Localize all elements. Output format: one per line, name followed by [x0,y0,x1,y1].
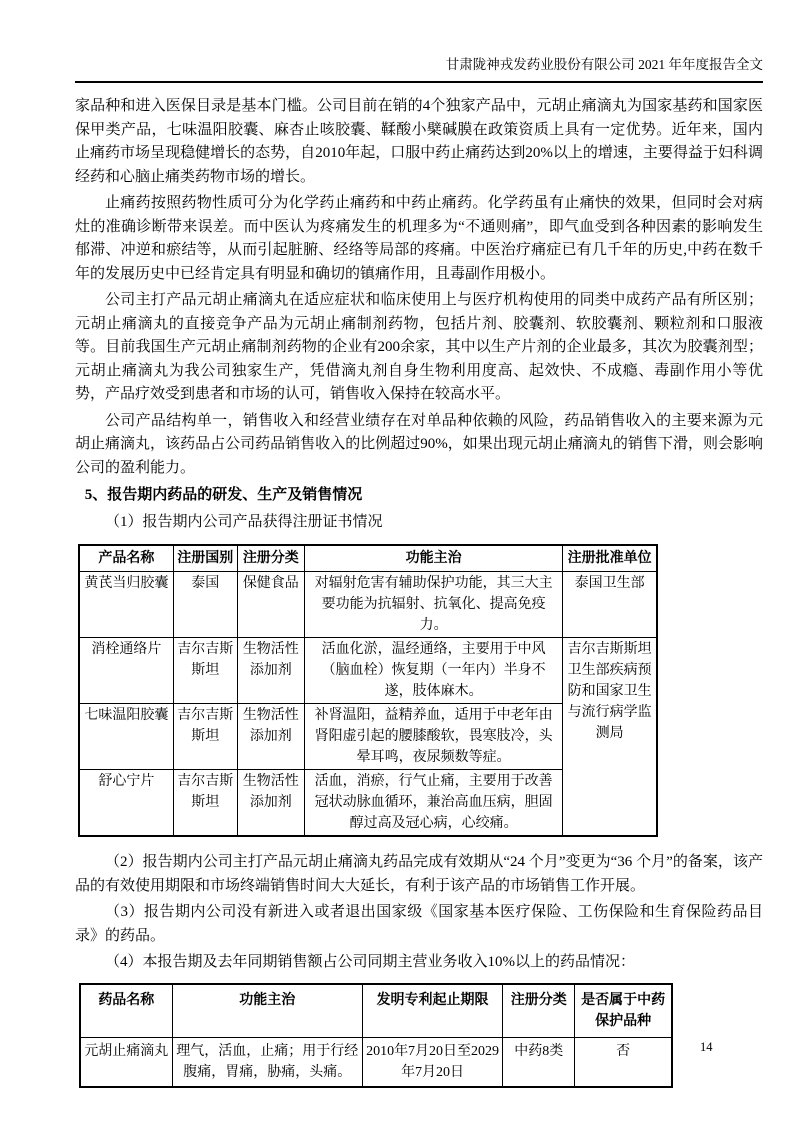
cell-country: 吉尔吉斯斯坦 [173,638,237,704]
col-header-function: 功能主治 [172,984,362,1038]
table-header-row [80,984,672,1038]
cell-patent-period: 2010年7月20日至2029年7月20日 [362,1037,502,1087]
cell-category: 生物活性添加剂 [237,638,304,704]
cell-function: 补肾温阳，益精养血，适用于中老年由肾阳虚引起的腰膝酸软，畏寒肢冷，头晕耳鸣，夜尿频数等症。 [304,704,562,770]
subsection-1-heading: （1）报告期内公司产品获得注册证书情况 [105,513,383,530]
table-row [80,1037,672,1087]
cell-drug-name: 元胡止痛滴丸 [80,1037,172,1087]
body-paragraph-continuation: 家品种和进入医保目录是基本门槛。公司目前在销的4个独家产品中，元胡止痛滴丸为国家基药和国家医保甲类产品，七味温阳胶囊、麻杏止咳胶囊、鞣酸小檗碱膜在政策资质上具有一定优势。近年来，国内止痛药市场呈现稳健增长的态势，自2010年起，口服中药止痛药达到20%以上的增速，主要得益于妇科调经药和心脑止痛类药物市场的增长。 [75,98,763,185]
cell-category: 生物活性添加剂 [237,770,304,837]
cell-protected: 否 [575,1037,672,1087]
cell-category: 生物活性添加剂 [237,704,304,770]
document-content [75,95,763,1088]
cell-country: 吉尔吉斯斯坦 [173,770,237,837]
table-row [79,572,657,638]
col-header-registration-country: 注册国别 [173,545,237,572]
cell-product-name: 舒心宁片 [79,770,173,837]
subsection-4-heading: （4）本报告期及去年同期销售额占公司同期主营业务收入10%以上的药品情况： [105,954,635,970]
table-row [79,638,657,704]
cell-country: 吉尔吉斯斯坦 [173,704,237,770]
cell-category: 中药8类 [503,1037,575,1087]
cell-function: 活血化淤，温经通络，主要用于中风（脑血栓）恢复期（一年内）半身不遂，肢体麻木。 [304,638,562,704]
major-drug-sales-table [79,983,673,1088]
table-header-row [79,545,657,572]
col-header-approver: 注册批准单位 [563,545,657,572]
cell-function: 对辐射危害有辅助保护功能，其三大主要功能为抗辐射、抗氧化、提高免疫力。 [304,572,562,638]
cell-function: 活血，消瘀，行气止痛，主要用于改善冠状动脉血循环，兼治高血压病，胆固醇过高及冠心病，心绞痛。 [304,770,562,837]
body-paragraph: 公司主打产品元胡止痛滴丸在适应症状和临床使用上与医疗机构使用的同类中成药产品有所区别；元胡止痛滴丸的直接竞争产品为元胡止痛制剂药物，包括片剂、胶囊剂、软胶囊剂、颗粒剂和口服液等。目前我国生产元胡止痛制剂药物的企业有200余家，其中以生产片剂的企业最多，其次为胶囊剂型；元胡止痛滴丸为我公司独家生产，凭借滴丸剂自身生物利用度高、起效快、不成瘾、毒副作用小等优势，产品疗效受到患者和市场的认可，销售收入保持在较高水平。 [75,292,763,402]
cell-function: 理气，活血，止痛；用于行经腹痛，胃痛，胁痛，头痛。 [172,1037,362,1087]
col-header-product-name: 产品名称 [79,545,173,572]
cell-country: 泰国 [173,572,237,638]
cell-category: 保健食品 [237,572,304,638]
col-header-function: 功能主治 [304,545,562,572]
body-paragraph: 公司产品结构单一，销售收入和经营业绩存在对单品种依赖的风险，药品销售收入的主要来源为元胡止痛滴丸，该药品占公司药品销售收入的比例超过90%，如果出现元胡止痛滴丸的销售下滑，则会影响公司的盈利能力。 [75,412,763,476]
page-number: 14 [700,1040,713,1054]
col-header-registration-class: 注册分类 [503,984,575,1038]
col-header-tcm-protected: 是否属于中药保护品种 [575,984,672,1038]
col-header-patent-period: 发明专利起止期限 [362,984,502,1038]
cell-product-name: 消栓通络片 [79,638,173,704]
cell-product-name: 七味温阳胶囊 [79,704,173,770]
cell-approver-merged: 吉尔吉斯斯坦卫生部疾病预防和国家卫生与流行病学监测局 [563,638,657,837]
page-header [75,56,763,83]
body-paragraph: 止痛药按照药物性质可分为化学药止痛药和中药止痛药。化学药虽有止痛快的效果，但同时会对病灶的准确诊断带来误差。而中医认为疼痛发生的机理多为“不通则痛”，即气血受到各种因素的影响发生郁滞、冲逆和瘀结等，从而引起脏腑、经络等局部的疼痛。中医治疗痛症已有几千年的历史,中药在数千年的发展历史中已经肯定具有明显和确切的镇痛作用，且毒副作用极小。 [75,195,763,282]
cell-product-name: 黄芪当归胶囊 [79,572,173,638]
registration-certificates-table [78,544,658,837]
subsection-3-paragraph: （3）报告期内公司没有新进入或者退出国家级《国家基本医疗保险、工伤保险和生育保险药品目录》的药品。 [75,904,763,944]
page-header-title: 甘肃陇神戎发药业股份有限公司 2021 年年度报告全文 [445,57,763,72]
section-heading: 5、报告期内药品的研发、生产及销售情况 [84,487,363,503]
cell-approver: 泰国卫生部 [563,572,657,638]
col-header-drug-name: 药品名称 [80,984,172,1038]
subsection-2-paragraph: （2）报告期内公司主打产品元胡止痛滴丸药品完成有效期从“24 个月”变更为“36 个月”的备案，该产品的有效使用期限和市场终端销售时间大大延长，有利于该产品的市场销售工作开展。 [75,854,763,894]
col-header-registration-class: 注册分类 [237,545,304,572]
